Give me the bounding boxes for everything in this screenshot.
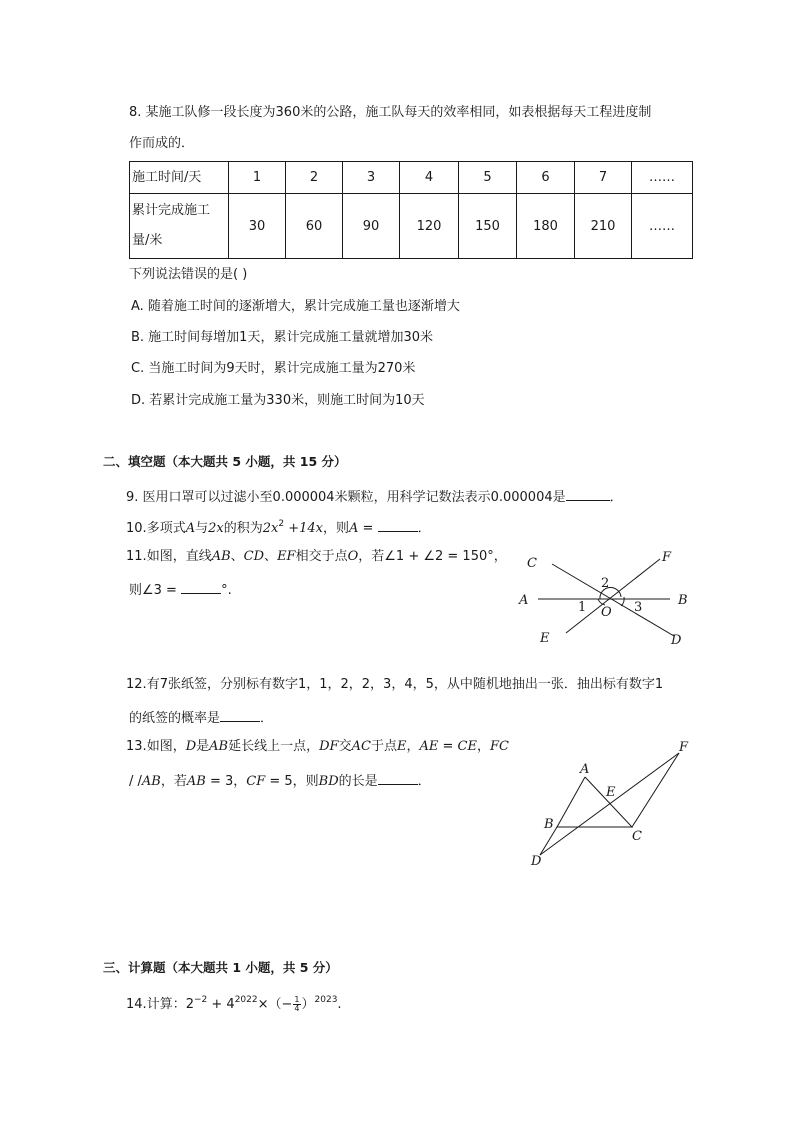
table-cell: 3 — [343, 162, 400, 194]
table-cell: 60 — [286, 194, 343, 259]
table-cell: …… — [632, 162, 693, 194]
q8-line1: 8. 某施工队修一段长度为360米的公路，施工队每天的效率相同，如表根据每天工程进度制 — [129, 105, 652, 120]
q11-line1: 11.如图，直线AB、CD、EF相交于点O，若∠1 + ∠2 = 150°， — [126, 549, 507, 564]
table-row-days — [130, 162, 693, 194]
q14: 14.计算：$2^{-2} + 4^{2022}\times(-$ $\frac{1}{4}$ ）$^{2023}$. — [126, 995, 342, 1013]
answer-blank[interactable] — [181, 581, 221, 594]
table-cell: 2 — [286, 162, 343, 194]
q12-line1: 12.有7张纸签，分别标有数字1，1，2，2，3，4，5，从中随机地抽出一张．抽出标有数字1 — [126, 677, 664, 692]
line-fc — [632, 753, 679, 827]
line-cd — [552, 564, 674, 636]
section3-title: 三、计算题（本大题共 1 小题，共 5 分） — [103, 960, 338, 975]
q9: 9. 医用口罩可以过滤小至0.000004米颗粒，用科学记数法表示0.000004是 ． — [126, 490, 623, 505]
label-f: F — [679, 740, 689, 755]
table-cell: 210 — [575, 194, 632, 259]
label-a: A — [580, 762, 590, 777]
label-c: C — [632, 829, 642, 844]
figure-intersecting-lines — [510, 545, 700, 650]
table-cell: …… — [632, 194, 693, 259]
table-row-amount — [130, 194, 693, 259]
table-cell: 5 — [459, 162, 517, 194]
table-cell: 7 — [575, 162, 632, 194]
line-ef — [566, 559, 660, 633]
q8-option-b: B. 施工时间每增加1天，累计完成施工量就增加30米 — [131, 330, 433, 345]
q11-line2: 则∠3 = °. — [129, 583, 232, 598]
label-c: C — [527, 556, 537, 571]
label-angle-1: 1 — [578, 600, 587, 615]
figure-triangle-construction — [522, 735, 697, 875]
line-df — [540, 753, 679, 855]
progress-table — [129, 161, 693, 259]
table-header-days: 施工时间/天 — [130, 162, 229, 194]
table-cell: 180 — [517, 194, 575, 259]
table-cell: 6 — [517, 162, 575, 194]
q8-option-c: C. 当施工时间为9天时，累计完成施工量为270米 — [131, 361, 416, 376]
q8-option-d: D. 若累计完成施工量为330米，则施工时间为10天 — [131, 393, 425, 408]
table-cell: 4 — [400, 162, 459, 194]
label-b: B — [544, 817, 554, 832]
label-a: A — [519, 593, 529, 608]
label-d: D — [531, 854, 542, 869]
answer-blank[interactable] — [378, 519, 418, 532]
label-o: O — [601, 605, 612, 620]
table-header-amount: 累计完成施工 量/米 — [130, 194, 229, 259]
label-e: E — [606, 785, 616, 800]
q8-line2: 作而成的． — [129, 136, 195, 151]
table-cell: 90 — [343, 194, 400, 259]
fraction: $\frac{1}{4}$ — [294, 995, 300, 1013]
label-b: B — [678, 593, 688, 608]
q12-line2: 的纸签的概率是 ． — [129, 711, 274, 726]
q10: 10.多项式A与2x的积为$2x^2 +14x$，则A = ． — [126, 519, 431, 536]
table-cell: 1 — [229, 162, 286, 194]
answer-blank[interactable] — [220, 709, 260, 722]
triangle-abc — [557, 777, 632, 827]
table-cell: 120 — [400, 194, 459, 259]
q8-stem: 下列说法错误的是( ) — [129, 267, 248, 282]
q13-line2: / /AB，若AB = 3，CF = 5，则BD的长是 ． — [129, 774, 431, 789]
section2-title: 二、填空题（本大题共 5 小题，共 15 分） — [103, 454, 347, 469]
label-d: D — [671, 633, 682, 648]
table-cell: 150 — [459, 194, 517, 259]
label-e: E — [540, 631, 550, 646]
label-f: F — [662, 550, 672, 565]
label-angle-2: 2 — [601, 576, 610, 591]
table-cell: 30 — [229, 194, 286, 259]
answer-blank[interactable] — [566, 488, 610, 501]
label-angle-3: 3 — [634, 600, 643, 615]
q13-line1: 13.如图，D是AB延长线上一点，DF交AC于点E，AE = CE，FC — [126, 739, 509, 754]
answer-blank[interactable] — [378, 772, 418, 785]
q8-option-a: A. 随着施工时间的逐渐增大，累计完成施工量也逐渐增大 — [131, 299, 460, 314]
